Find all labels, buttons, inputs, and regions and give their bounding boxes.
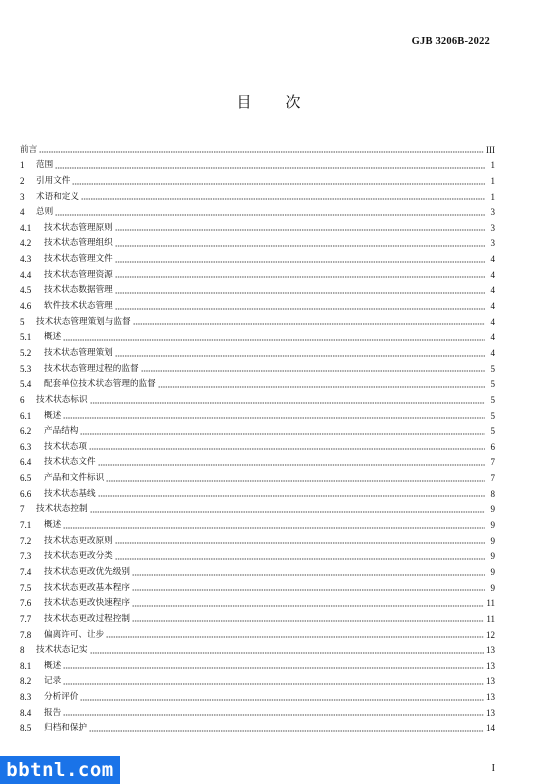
toc-entry-page: 3 xyxy=(490,207,495,218)
toc-entry[interactable] xyxy=(20,281,495,297)
toc-entry-number: 3 xyxy=(20,191,25,202)
toc-entry[interactable] xyxy=(20,468,495,484)
dot-leader xyxy=(115,271,485,279)
toc-entry[interactable] xyxy=(20,656,495,672)
toc-entry-page: 9 xyxy=(490,582,495,593)
dot-leader xyxy=(115,302,485,310)
toc-entry-title: 技术状态管理资源 xyxy=(44,269,113,280)
dot-leader xyxy=(132,599,484,607)
dot-leader xyxy=(98,458,485,466)
toc-entry-number: 2 xyxy=(20,175,25,186)
toc-entry-page: 4 xyxy=(490,254,495,265)
toc-entry-title: 产品和文件标识 xyxy=(44,473,105,484)
toc-entry[interactable] xyxy=(20,249,495,265)
toc-entry-number: 7.5 xyxy=(20,582,32,593)
toc-entry-title: 技术状态更改过程控制 xyxy=(44,613,130,624)
dot-leader xyxy=(39,146,484,154)
toc-entry-page: 4 xyxy=(490,301,495,312)
dot-leader xyxy=(133,318,485,326)
toc-entry-number: 5 xyxy=(20,316,25,327)
toc-entry-page: 13 xyxy=(486,692,495,703)
toc-entry-title: 软件技术状态管理 xyxy=(44,301,113,312)
toc-entry-number: 4.6 xyxy=(20,301,32,312)
toc-entry[interactable] xyxy=(20,531,495,547)
dot-leader xyxy=(98,490,485,498)
toc-entry-page: 3 xyxy=(490,238,495,249)
dot-leader xyxy=(115,552,485,560)
dot-leader xyxy=(72,177,485,185)
title-char-2: 次 xyxy=(285,93,301,111)
toc-entry[interactable] xyxy=(20,265,495,281)
toc-entry[interactable] xyxy=(20,641,495,657)
toc-entry-page: 9 xyxy=(490,520,495,531)
dot-leader xyxy=(141,365,485,373)
toc-entry-number: 5.2 xyxy=(20,347,32,358)
toc-entry-title: 技术状态数据管理 xyxy=(44,285,113,296)
toc-entry[interactable] xyxy=(20,562,495,578)
toc-entry-number: 6.4 xyxy=(20,457,32,468)
dot-leader xyxy=(90,505,485,513)
toc-entry-page: 1 xyxy=(490,175,495,186)
toc-entry-number: 7.8 xyxy=(20,629,32,640)
toc-entry-title: 技术状态管理策划与监督 xyxy=(36,316,131,327)
toc-entry-title: 归档和保护 xyxy=(44,723,87,734)
toc-entry-page: 9 xyxy=(490,566,495,577)
toc-entry-number: 8.5 xyxy=(20,723,32,734)
dot-leader xyxy=(55,208,485,216)
toc-entry-title: 术语和定义 xyxy=(36,191,79,202)
toc-entry-title: 技术状态管理原则 xyxy=(44,222,113,233)
dot-leader xyxy=(106,474,485,482)
toc-entry-page: 1 xyxy=(490,160,495,171)
toc-entry-title: 总则 xyxy=(36,207,54,218)
dot-leader xyxy=(80,693,484,701)
toc-entry[interactable] xyxy=(20,218,495,234)
toc-entry[interactable] xyxy=(20,375,495,391)
toc-entry[interactable] xyxy=(20,312,495,328)
toc-entry-title: 概述 xyxy=(44,410,62,421)
toc-entry[interactable] xyxy=(20,203,495,219)
toc-entry[interactable] xyxy=(20,406,495,422)
toc-entry-number: 7.2 xyxy=(20,535,32,546)
toc-entry-number: 4.2 xyxy=(20,238,32,249)
toc-entry-page: 4 xyxy=(490,285,495,296)
toc-entry[interactable] xyxy=(20,171,495,187)
toc-entry[interactable] xyxy=(20,390,495,406)
dot-leader xyxy=(115,349,485,357)
toc-entry[interactable] xyxy=(20,609,495,625)
toc-entry-number: 4 xyxy=(20,207,25,218)
toc-entry-title: 分析评价 xyxy=(44,692,79,703)
toc-entry-number: 6.1 xyxy=(20,410,32,421)
toc-entry-title: 引用文件 xyxy=(36,175,71,186)
toc-entry-page: 9 xyxy=(490,535,495,546)
toc-entry-number: 7.4 xyxy=(20,566,32,577)
toc-entry-page: 13 xyxy=(486,660,495,671)
toc-entry-page: 13 xyxy=(486,676,495,687)
toc-entry[interactable] xyxy=(20,422,495,438)
toc-entry[interactable] xyxy=(20,687,495,703)
dot-leader xyxy=(63,662,484,670)
dot-leader xyxy=(106,631,484,639)
toc-entry-number: 7.1 xyxy=(20,520,32,531)
toc-entry-page: 13 xyxy=(486,707,495,718)
dot-leader xyxy=(63,677,484,685)
dot-leader xyxy=(132,584,485,592)
toc-entry-page: 5 xyxy=(490,363,495,374)
dot-leader xyxy=(132,568,485,576)
toc-entry[interactable] xyxy=(20,296,495,312)
toc-entry[interactable] xyxy=(20,703,495,719)
toc-entry-title: 技术状态更改基本程序 xyxy=(44,582,130,593)
toc-entry-number: 4.1 xyxy=(20,222,32,233)
toc-entry-number: 6 xyxy=(20,394,25,405)
toc-entry[interactable] xyxy=(20,234,495,250)
site-watermark-logo[interactable]: bbtnl.com xyxy=(0,756,120,784)
toc-entry-number: 5.4 xyxy=(20,379,32,390)
toc-entry-page: 5 xyxy=(490,379,495,390)
toc-entry-number: 8.4 xyxy=(20,707,32,718)
dot-leader xyxy=(90,396,485,404)
toc-entry-number: 8.1 xyxy=(20,660,32,671)
toc-entry-title: 报告 xyxy=(44,707,62,718)
toc-entry-title: 技术状态控制 xyxy=(36,504,88,515)
toc-entry-number: 8 xyxy=(20,645,25,656)
dot-leader xyxy=(55,161,485,169)
dot-leader xyxy=(63,333,485,341)
toc-entry[interactable] xyxy=(20,515,495,531)
toc-entry-page: 4 xyxy=(490,332,495,343)
toc-entry-page: 5 xyxy=(490,410,495,421)
toc-entry[interactable] xyxy=(20,437,495,453)
toc-entry-page: 7 xyxy=(490,473,495,484)
toc-entry-number: 6.5 xyxy=(20,473,32,484)
dot-leader xyxy=(63,709,484,717)
toc-entry-page: 4 xyxy=(490,347,495,358)
toc-entry[interactable] xyxy=(20,453,495,469)
toc-entry-page: 9 xyxy=(490,504,495,515)
toc-entry[interactable] xyxy=(20,547,495,563)
toc-entry[interactable] xyxy=(20,343,495,359)
toc-entry-number: 7 xyxy=(20,504,25,515)
toc-entry-page: 11 xyxy=(486,613,495,624)
toc-entry-title: 概述 xyxy=(44,332,62,343)
toc-entry-title: 技术状态项 xyxy=(44,441,87,452)
toc-entry-title: 技术状态标识 xyxy=(36,394,88,405)
toc-entry-title: 记录 xyxy=(44,676,62,687)
toc-entry-number: 4.5 xyxy=(20,285,32,296)
dot-leader xyxy=(80,427,485,435)
toc-entry[interactable] xyxy=(20,328,495,344)
toc-entry-number: 8.3 xyxy=(20,692,32,703)
toc-entry-page: 4 xyxy=(490,316,495,327)
dot-leader xyxy=(115,239,485,247)
toc-entry-title: 配套单位技术状态管理的监督 xyxy=(44,379,156,390)
dot-leader xyxy=(81,193,485,201)
toc-entry-title: 概述 xyxy=(44,520,62,531)
toc-entry[interactable] xyxy=(20,672,495,688)
dot-leader xyxy=(90,646,484,654)
toc-entry-page: III xyxy=(486,144,495,155)
dot-leader xyxy=(115,537,485,545)
toc-entry-number: 8.2 xyxy=(20,676,32,687)
dot-leader xyxy=(115,286,485,294)
toc-entry-page: 5 xyxy=(490,426,495,437)
dot-leader xyxy=(63,521,485,529)
toc-entry-page: 7 xyxy=(490,457,495,468)
standard-code: GJB 3206B-2022 xyxy=(411,36,490,47)
toc-entry-number: 4.3 xyxy=(20,254,32,265)
toc-entry-number: 7.6 xyxy=(20,598,32,609)
toc-entry-title: 技术状态更改优先级别 xyxy=(44,566,130,577)
toc-entry[interactable] xyxy=(20,140,495,156)
toc-entry-title: 技术状态更改快速程序 xyxy=(44,598,130,609)
toc-entry-number: 4.4 xyxy=(20,269,32,280)
toc-entry-number: 5.1 xyxy=(20,332,32,343)
toc-entry-page: 9 xyxy=(490,551,495,562)
toc-entry-page: 1 xyxy=(490,191,495,202)
toc-entry-title: 技术状态更改分类 xyxy=(44,551,113,562)
toc-entry[interactable] xyxy=(20,578,495,594)
toc-entry-title: 概述 xyxy=(44,660,62,671)
toc-entry-page: 6 xyxy=(490,441,495,452)
toc-entry-number: 7.3 xyxy=(20,551,32,562)
page-title xyxy=(0,91,537,112)
toc-entry-number: 6.2 xyxy=(20,426,32,437)
toc-entry-title: 技术状态记实 xyxy=(36,645,88,656)
toc-entry[interactable] xyxy=(20,484,495,500)
toc-entry-title: 技术状态更改原则 xyxy=(44,535,113,546)
toc-entry-number: 5.3 xyxy=(20,363,32,374)
toc-entry-page: 3 xyxy=(490,222,495,233)
dot-leader xyxy=(115,224,485,232)
toc-entry[interactable] xyxy=(20,500,495,516)
toc-entry[interactable] xyxy=(20,719,495,735)
toc-entry-page: 5 xyxy=(490,394,495,405)
toc-entry-page: 12 xyxy=(486,629,495,640)
dot-leader xyxy=(115,255,485,263)
toc-entry[interactable] xyxy=(20,594,495,610)
table-of-contents xyxy=(20,140,495,734)
toc-entry[interactable] xyxy=(20,187,495,203)
dot-leader xyxy=(158,380,485,388)
toc-entry-number: 6.3 xyxy=(20,441,32,452)
dot-leader xyxy=(89,443,485,451)
toc-entry-title: 技术状态管理过程的监督 xyxy=(44,363,139,374)
toc-entry-number: 7.7 xyxy=(20,613,32,624)
toc-entry-page: 13 xyxy=(486,645,495,656)
page-number: I xyxy=(491,763,495,774)
toc-entry[interactable] xyxy=(20,625,495,641)
toc-entry-title: 前言 xyxy=(20,144,38,155)
toc-entry-title: 技术状态基线 xyxy=(44,488,96,499)
title-char-1: 目 xyxy=(236,93,252,111)
toc-entry-page: 4 xyxy=(490,269,495,280)
toc-entry-number: 6.6 xyxy=(20,488,32,499)
toc-entry[interactable] xyxy=(20,156,495,172)
toc-entry-title: 技术状态管理文件 xyxy=(44,254,113,265)
toc-entry[interactable] xyxy=(20,359,495,375)
toc-entry-title: 产品结构 xyxy=(44,426,79,437)
dot-leader xyxy=(89,724,484,732)
dot-leader xyxy=(63,412,485,420)
toc-entry-title: 技术状态管理策划 xyxy=(44,347,113,358)
toc-entry-number: 1 xyxy=(20,160,25,171)
dot-leader xyxy=(132,615,484,623)
toc-entry-title: 技术状态管理组织 xyxy=(44,238,113,249)
toc-entry-page: 11 xyxy=(486,598,495,609)
toc-entry-page: 8 xyxy=(490,488,495,499)
toc-entry-title: 技术状态文件 xyxy=(44,457,96,468)
toc-entry-title: 范围 xyxy=(36,160,54,171)
toc-entry-title: 偏离许可、让步 xyxy=(44,629,105,640)
toc-entry-page: 14 xyxy=(486,723,495,734)
